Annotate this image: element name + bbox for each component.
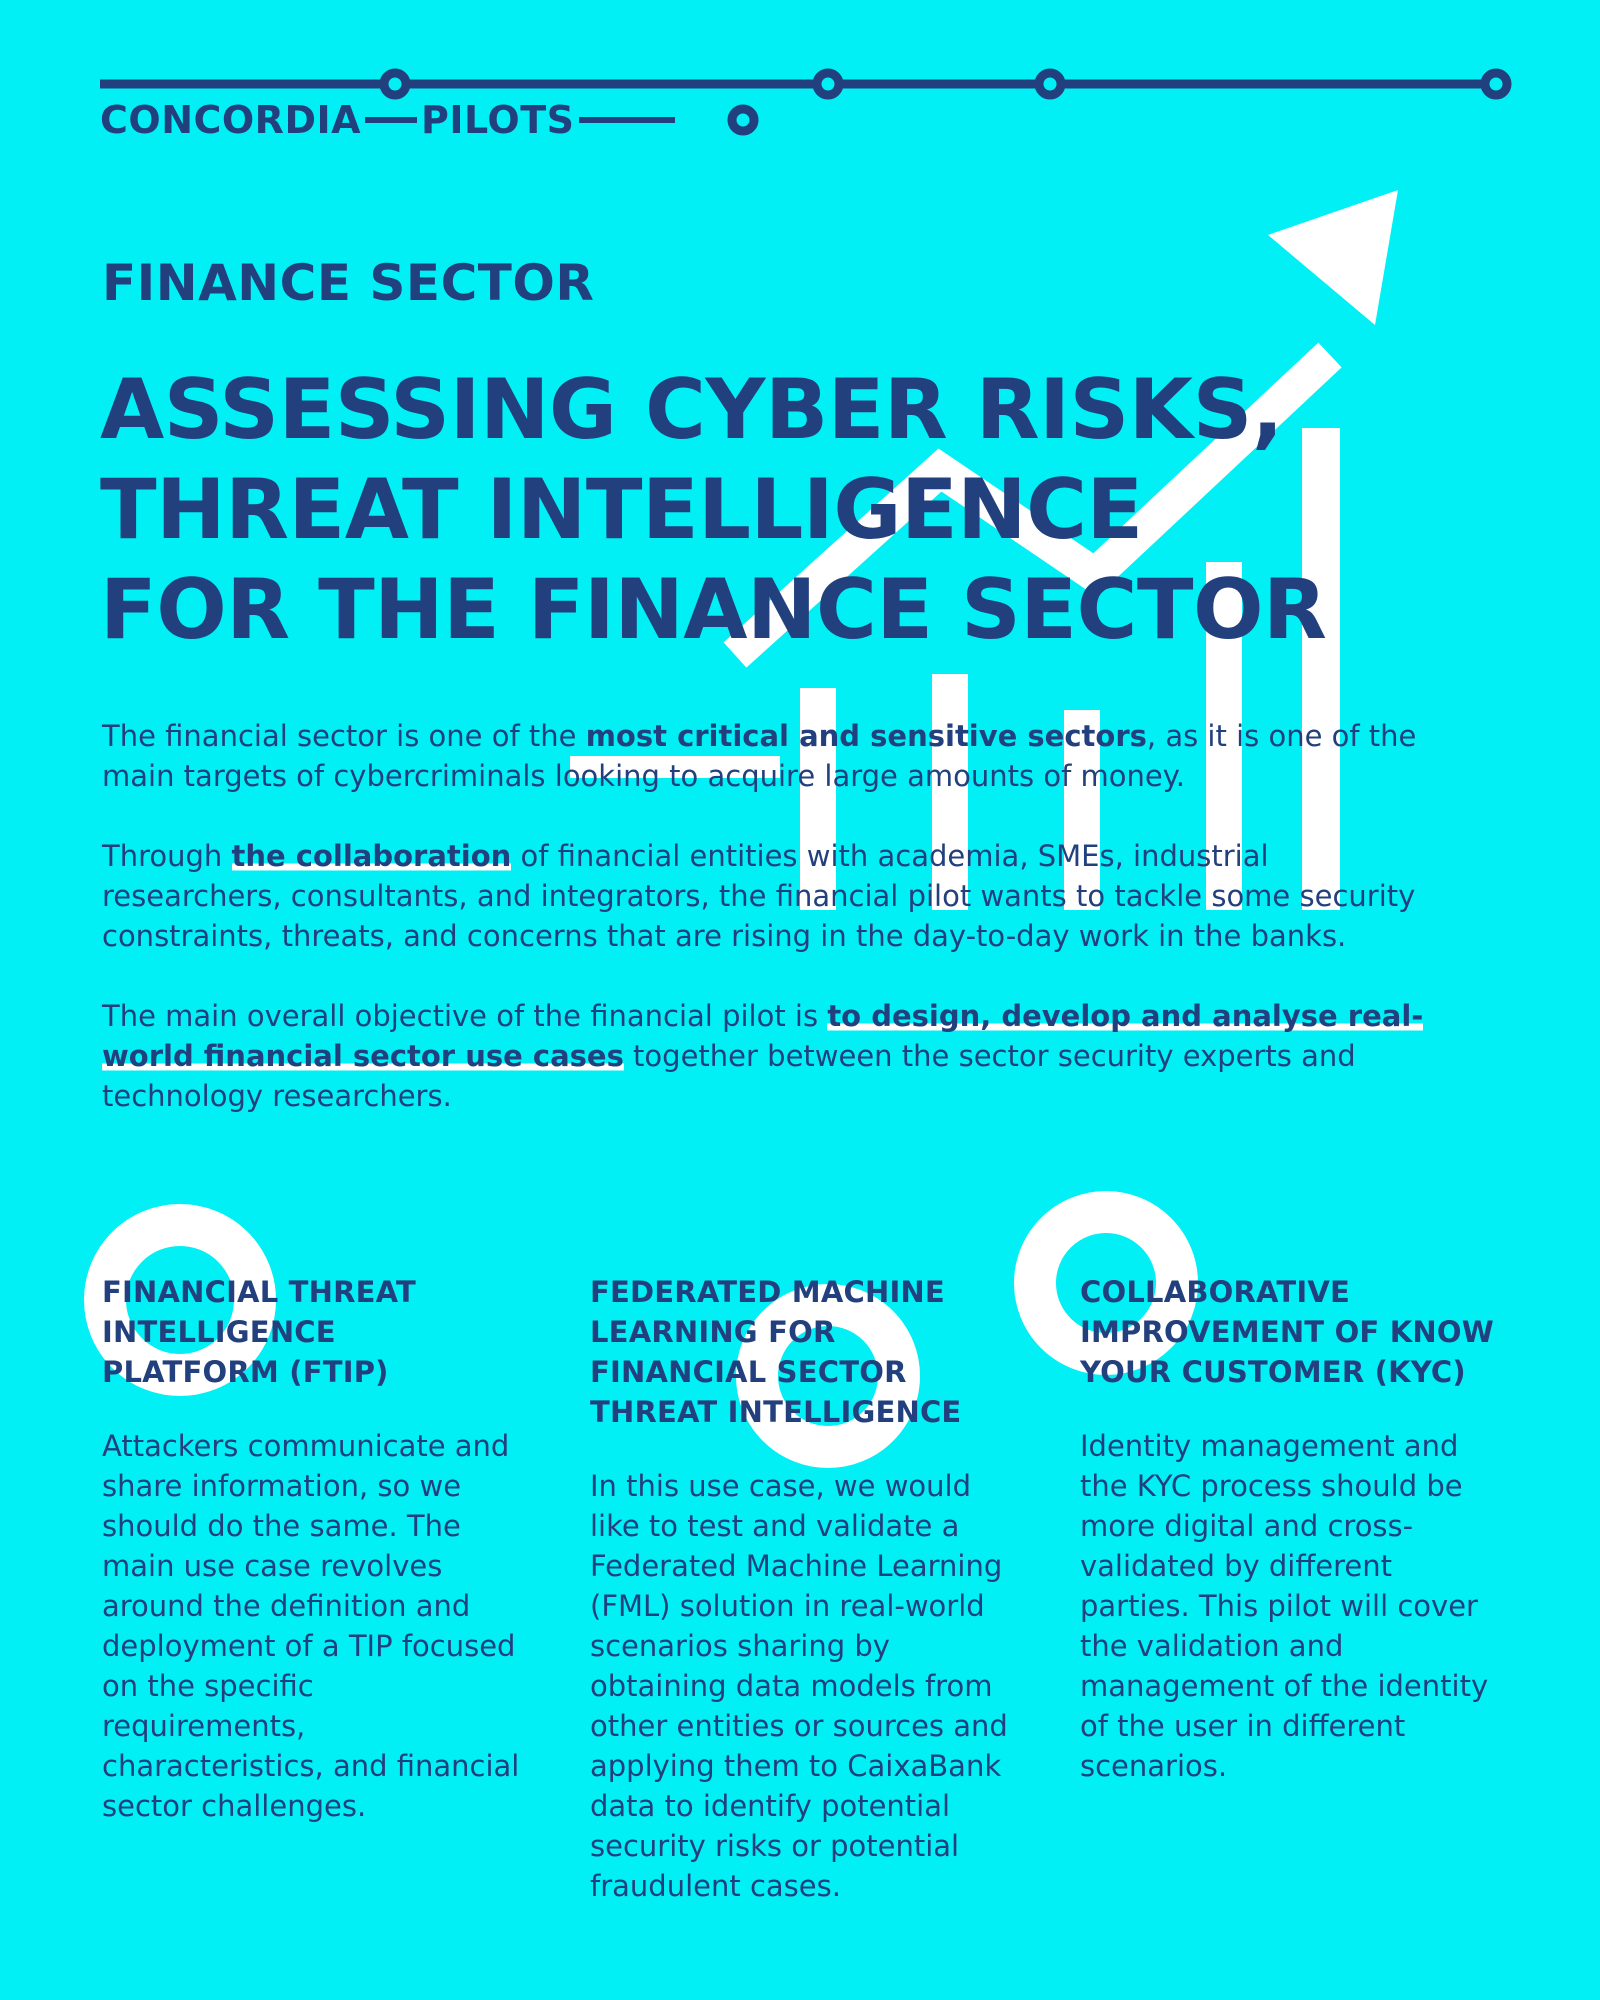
use-case-body: Attackers communicate and share information, so we should do the same. The main use case revolves around the definition and deployment of a TIP focused on the specific requirements, characteristics, and financial sector challenges.	[102, 1429, 520, 1823]
intro-p1-text: The financial sector is one of the	[102, 719, 586, 753]
page-title-line-1: ASSESSING CYBER RISKS,	[100, 361, 1283, 458]
intro-p3-text-end: together between the sector security experts and technology researchers.	[102, 1039, 1356, 1113]
use-case-title: COLLABORATIVE IMPROVEMENT OF KNOW YOUR CUSTOMER (KYC)	[1080, 1275, 1494, 1389]
intro-p3-text: The main overall objective of the financial pilot is	[102, 999, 828, 1033]
intro-paragraph-2	[102, 836, 1442, 956]
brand-word-concordia: CONCORDIA	[100, 98, 362, 142]
intro-paragraph-1	[102, 716, 1442, 796]
intro-p2-text: Through	[102, 839, 232, 873]
intro-p1-highlight: most critical and sensitive sectors	[585, 719, 1147, 753]
page-title-line-3: FOR THE FINANCE SECTOR	[100, 561, 1327, 658]
use-case-ftip	[102, 1272, 522, 1826]
use-case-fml	[590, 1272, 1010, 1906]
brand-logo	[100, 96, 679, 144]
intro-p2-text-end: of financial entities with academia, SMEs, industrial researchers, consultants, and integrators, the financial pilot wants to tackle some security constraints, threats, and concerns that are rising in the day-to-day work in the banks.	[102, 839, 1416, 953]
use-case-title: FINANCIAL THREAT INTELLIGENCE PLATFORM (FTIP)	[102, 1275, 417, 1389]
logo-dash-trailing	[579, 117, 675, 123]
use-case-body: Identity management and the KYC process should be more digital and cross-validated by different parties. This pilot will cover the validation and management of the identity of the user in different scenarios.	[1080, 1429, 1489, 1783]
logo-dash	[365, 117, 417, 123]
brand-word-pilots: PILOTS	[421, 98, 575, 142]
intro-p2-highlight: the collaboration	[231, 839, 512, 873]
intro-p3-highlight: to design, develop and analyse real-world financial sector use cases	[102, 999, 1424, 1073]
intro-p1-text-end: , as it is one of the main targets of cybercriminals looking to acquire large amounts of money.	[102, 719, 1417, 793]
use-case-title: FEDERATED MACHINE LEARNING FOR FINANCIAL SECTOR THREAT INTELLIGENCE	[590, 1275, 962, 1429]
use-case-body: In this use case, we would like to test and validate a Federated Machine Learning (FML) solution in real-world scenarios sharing by obtaining data models from other entities or sources and applying them to CaixaBank data to identify potential security risks or potential fraudulent cases.	[590, 1469, 1008, 1903]
page-title	[100, 360, 1326, 660]
page-title-line-2: THREAT INTELLIGENCE	[100, 461, 1143, 558]
use-case-kyc	[1080, 1272, 1500, 1786]
intro-text	[102, 716, 1442, 1156]
intro-paragraph-3	[102, 996, 1442, 1116]
section-kicker: FINANCE SECTOR	[102, 254, 595, 312]
